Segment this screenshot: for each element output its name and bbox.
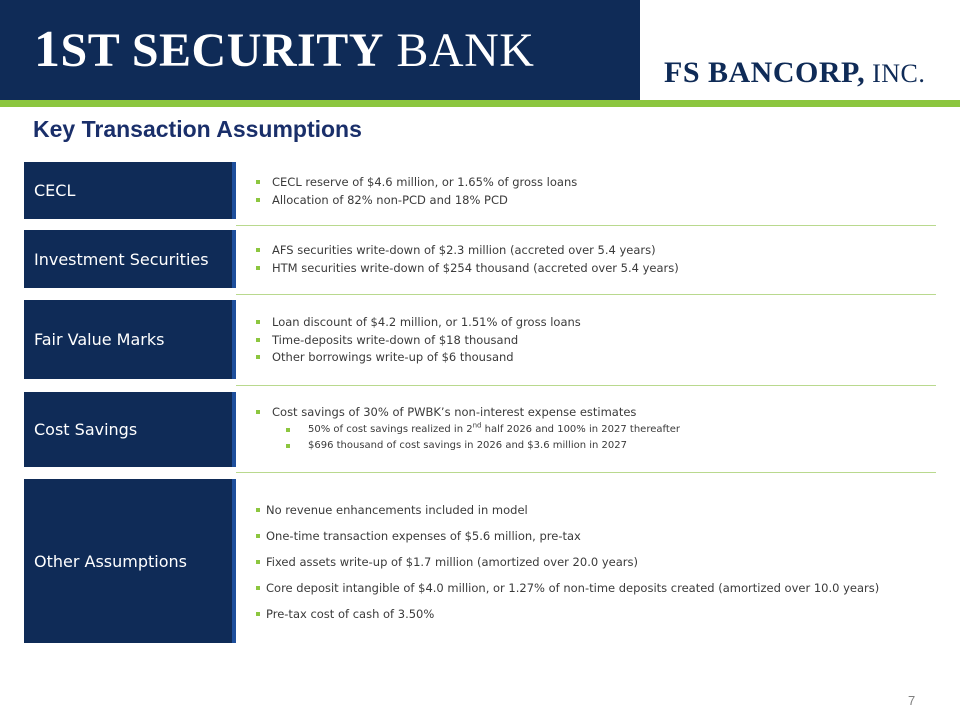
bullet-square-icon bbox=[256, 338, 260, 342]
bullet-square-icon bbox=[256, 560, 260, 564]
list-item: HTM securities write-down of $254 thousand (accreted over 5.4 years) bbox=[256, 260, 679, 278]
list-item: Loan discount of $4.2 million, or 1.51% of gross loans bbox=[256, 314, 581, 332]
list-item: Other borrowings write-up of $6 thousand bbox=[256, 349, 581, 367]
list-item: Allocation of 82% non-PCD and 18% PCD bbox=[256, 192, 577, 210]
bullet-square-icon bbox=[256, 248, 260, 252]
section-bullets-cost-savings bbox=[256, 404, 680, 454]
section-label-investment-securities: Investment Securities bbox=[24, 230, 236, 288]
bullet-square-icon bbox=[286, 444, 290, 448]
list-item: Fixed assets write-up of $1.7 million (amortized over 20.0 years) bbox=[256, 549, 879, 575]
header-accent-line bbox=[0, 100, 960, 107]
section-bullets-cecl bbox=[256, 174, 577, 209]
bullet-square-icon bbox=[256, 612, 260, 616]
bullet-square-icon bbox=[286, 428, 290, 432]
section-label-cost-savings: Cost Savings bbox=[24, 392, 236, 467]
bullet-square-icon bbox=[256, 266, 260, 270]
list-item: AFS securities write-down of $2.3 million (accreted over 5.4 years) bbox=[256, 242, 679, 260]
page-title: Key Transaction Assumptions bbox=[33, 116, 362, 142]
bullet-square-icon bbox=[256, 355, 260, 359]
fs-bancorp-logo: FS BANCORP, INC. bbox=[664, 56, 926, 89]
bullet-square-icon bbox=[256, 180, 260, 184]
page-number: 7 bbox=[908, 693, 916, 708]
section-label-fair-value-marks: Fair Value Marks bbox=[24, 300, 236, 379]
list-item: CECL reserve of $4.6 million, or 1.65% of gross loans bbox=[256, 174, 577, 192]
bullet-square-icon bbox=[256, 320, 260, 324]
list-item: Pre-tax cost of cash of 3.50% bbox=[256, 601, 879, 627]
section-divider bbox=[236, 225, 936, 226]
section-divider bbox=[236, 472, 936, 473]
section-divider bbox=[236, 294, 936, 295]
bullet-square-icon bbox=[256, 198, 260, 202]
list-item: Time-deposits write-down of $18 thousand bbox=[256, 332, 581, 350]
sub-list-item: $696 thousand of cost savings in 2026 and $3.6 million in 2027 bbox=[256, 438, 680, 454]
section-label-other-assumptions: Other Assumptions bbox=[24, 479, 236, 643]
bullet-square-icon bbox=[256, 410, 260, 414]
bullet-square-icon bbox=[256, 534, 260, 538]
section-label-cecl: CECL bbox=[24, 162, 236, 219]
section-bullets-fair-value-marks bbox=[256, 314, 581, 367]
bullet-square-icon bbox=[256, 508, 260, 512]
section-divider bbox=[236, 385, 936, 386]
list-item: Core deposit intangible of $4.0 million, or 1.27% of non-time deposits created (amortized over 10.0 years) bbox=[256, 575, 879, 601]
first-security-bank-logo: 1ST SECURITY BANK bbox=[34, 21, 535, 78]
list-item: One-time transaction expenses of $5.6 million, pre-tax bbox=[256, 523, 879, 549]
list-item: No revenue enhancements included in model bbox=[256, 497, 879, 523]
section-bullets-other-assumptions bbox=[256, 497, 879, 627]
section-bullets-investment-securities bbox=[256, 242, 679, 277]
sub-list-item: 50% of cost savings realized in 2nd half 2026 and 100% in 2027 thereafter bbox=[256, 422, 680, 438]
bullet-square-icon bbox=[256, 586, 260, 590]
list-item: Cost savings of 30% of PWBK’s non-interest expense estimates bbox=[256, 404, 680, 422]
